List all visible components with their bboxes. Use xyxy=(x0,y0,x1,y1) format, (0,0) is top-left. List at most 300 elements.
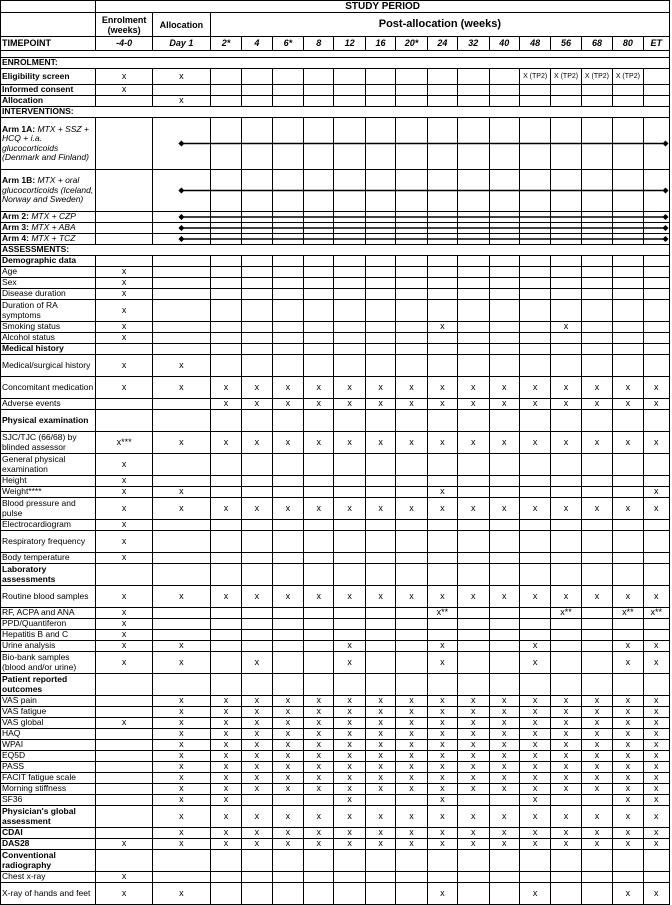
mark-cell-14 xyxy=(581,289,612,300)
mark-cell-7 xyxy=(365,212,395,223)
mark-cell-1 xyxy=(153,85,211,96)
mark-cell-7: x xyxy=(365,762,395,773)
mark-cell-6: x xyxy=(334,806,365,828)
mark-cell-10 xyxy=(458,118,489,170)
mark-cell-11: x xyxy=(489,806,519,828)
mark-cell-2: x xyxy=(210,806,241,828)
mark-cell-6 xyxy=(334,608,365,619)
row-gap-0 xyxy=(1,51,670,58)
mark-cell-6: x xyxy=(334,641,365,652)
mark-cell-10 xyxy=(458,531,489,553)
mark-cell-9 xyxy=(427,872,457,883)
timepoint-1: Day 1 xyxy=(153,37,211,51)
mark-cell-10: x xyxy=(458,399,489,410)
mark-cell-0: x xyxy=(96,333,153,344)
mark-cell-14 xyxy=(581,85,612,96)
mark-cell-16: x xyxy=(643,707,669,718)
mark-cell-9 xyxy=(427,531,457,553)
mark-cell-3: x xyxy=(242,740,272,751)
mark-cell-1: x xyxy=(153,707,211,718)
mark-cell-16 xyxy=(643,322,669,333)
mark-cell-16: x xyxy=(643,399,669,410)
mark-cell-0 xyxy=(96,212,153,223)
mark-cell-11 xyxy=(489,850,519,872)
mark-cell-7 xyxy=(365,289,395,300)
mark-cell-12 xyxy=(519,289,550,300)
mark-cell-14 xyxy=(581,234,612,245)
timepoint-0: -4-0 xyxy=(96,37,153,51)
mark-cell-14 xyxy=(581,553,612,564)
mark-cell-6: x xyxy=(334,751,365,762)
mark-cell-10: x xyxy=(458,806,489,828)
mark-cell-5 xyxy=(304,289,334,300)
row-label: HAQ xyxy=(1,729,96,740)
mark-cell-4: x xyxy=(272,399,303,410)
mark-cell-9 xyxy=(427,476,457,487)
mark-cell-12: x xyxy=(519,399,550,410)
row-label: Body temperature xyxy=(1,553,96,564)
mark-cell-6 xyxy=(334,630,365,641)
mark-cell-8 xyxy=(396,69,427,85)
row-row-38 xyxy=(1,652,670,674)
mark-cell-16: x xyxy=(643,487,669,498)
mark-cell-12 xyxy=(519,267,550,278)
mark-cell-8: x xyxy=(396,586,427,608)
row-label: SJC/TJC (66/68) by blinded assessor xyxy=(1,432,96,454)
mark-cell-6: x xyxy=(334,828,365,839)
mark-cell-5 xyxy=(304,454,334,476)
mark-cell-14 xyxy=(581,564,612,586)
mark-cell-6: x xyxy=(334,399,365,410)
row-arm-6 xyxy=(1,118,670,170)
mark-cell-11: x xyxy=(489,839,519,850)
mark-cell-3: x xyxy=(242,432,272,454)
mark-cell-11: x xyxy=(489,729,519,740)
mark-cell-0: x xyxy=(96,476,153,487)
mark-cell-14: x xyxy=(581,740,612,751)
mark-cell-10: x xyxy=(458,377,489,399)
mark-cell-8 xyxy=(396,630,427,641)
mark-cell-11: x xyxy=(489,399,519,410)
mark-cell-4 xyxy=(272,883,303,905)
mark-cell-15: x xyxy=(613,729,643,740)
mark-cell-15 xyxy=(613,564,643,586)
mark-cell-6: x xyxy=(334,696,365,707)
mark-cell-3 xyxy=(242,454,272,476)
row-row-22 xyxy=(1,399,670,410)
mark-cell-2: x xyxy=(210,707,241,718)
mark-cell-7 xyxy=(365,96,395,107)
mark-cell-13: x xyxy=(551,322,581,333)
mark-cell-13 xyxy=(551,212,581,223)
mark-cell-6: x xyxy=(334,432,365,454)
mark-cell-2 xyxy=(210,641,241,652)
mark-cell-1 xyxy=(153,118,211,170)
mark-cell-5 xyxy=(304,170,334,212)
mark-cell-15 xyxy=(613,872,643,883)
mark-cell-8: x xyxy=(396,377,427,399)
row-row-16 xyxy=(1,300,670,322)
mark-cell-5 xyxy=(304,564,334,586)
mark-cell-7 xyxy=(365,641,395,652)
mark-cell-14 xyxy=(581,410,612,432)
mark-cell-8 xyxy=(396,344,427,355)
mark-cell-1 xyxy=(153,399,211,410)
row-row-48 xyxy=(1,784,670,795)
mark-cell-11: x xyxy=(489,432,519,454)
mark-cell-12 xyxy=(519,476,550,487)
mark-cell-13: x xyxy=(551,399,581,410)
mark-cell-10 xyxy=(458,410,489,432)
mark-cell-5 xyxy=(304,553,334,564)
mark-cell-0: x xyxy=(96,630,153,641)
mark-cell-7: x xyxy=(365,806,395,828)
mark-cell-13: x xyxy=(551,828,581,839)
row-label: Blood pressure and pulse xyxy=(1,498,96,520)
mark-cell-14: x xyxy=(581,784,612,795)
mark-cell-4 xyxy=(272,619,303,630)
mark-cell-2 xyxy=(210,234,241,245)
mark-cell-14 xyxy=(581,476,612,487)
row-row-18 xyxy=(1,333,670,344)
mark-cell-9: x xyxy=(427,432,457,454)
row-sub-53 xyxy=(1,850,670,872)
mark-cell-4 xyxy=(272,531,303,553)
mark-cell-13 xyxy=(551,883,581,905)
mark-cell-14 xyxy=(581,619,612,630)
mark-cell-16 xyxy=(643,289,669,300)
mark-cell-8 xyxy=(396,223,427,234)
mark-cell-8 xyxy=(396,883,427,905)
row-row-55 xyxy=(1,883,670,905)
mark-cell-14: x xyxy=(581,751,612,762)
mark-cell-11 xyxy=(489,564,519,586)
mark-cell-15: x xyxy=(613,641,643,652)
mark-cell-15 xyxy=(613,674,643,696)
row-sub-32 xyxy=(1,564,670,586)
mark-cell-8: x xyxy=(396,773,427,784)
mark-cell-10 xyxy=(458,289,489,300)
mark-cell-0 xyxy=(96,696,153,707)
mark-cell-10 xyxy=(458,170,489,212)
mark-cell-2: x xyxy=(210,773,241,784)
timepoint-3: 4 xyxy=(242,37,272,51)
mark-cell-6: x xyxy=(334,707,365,718)
row-sub-3 xyxy=(1,85,670,96)
mark-cell-16 xyxy=(643,234,669,245)
mark-cell-6: x xyxy=(334,773,365,784)
mark-cell-15 xyxy=(613,212,643,223)
mark-cell-13 xyxy=(551,674,581,696)
mark-cell-13 xyxy=(551,520,581,531)
mark-cell-7 xyxy=(365,531,395,553)
mark-cell-13 xyxy=(551,630,581,641)
row-sub-52 xyxy=(1,839,670,850)
mark-cell-5 xyxy=(304,278,334,289)
gap-cell xyxy=(1,51,670,58)
mark-cell-15: x xyxy=(613,586,643,608)
mark-cell-13 xyxy=(551,96,581,107)
mark-cell-15 xyxy=(613,96,643,107)
mark-cell-11 xyxy=(489,487,519,498)
mark-cell-5: x xyxy=(304,718,334,729)
mark-cell-13: x xyxy=(551,773,581,784)
mark-cell-4 xyxy=(272,641,303,652)
mark-cell-11 xyxy=(489,872,519,883)
mark-cell-11 xyxy=(489,883,519,905)
mark-cell-8: x xyxy=(396,707,427,718)
mark-cell-5: x xyxy=(304,762,334,773)
mark-cell-9 xyxy=(427,300,457,322)
mark-cell-9: x xyxy=(427,641,457,652)
mark-cell-5 xyxy=(304,300,334,322)
mark-cell-7 xyxy=(365,69,395,85)
mark-cell-8 xyxy=(396,267,427,278)
mark-cell-13: x** xyxy=(551,608,581,619)
mark-cell-3: x xyxy=(242,707,272,718)
mark-cell-4 xyxy=(272,344,303,355)
mark-cell-15 xyxy=(613,850,643,872)
row-label: Adverse events xyxy=(1,399,96,410)
mark-cell-2: x xyxy=(210,784,241,795)
mark-cell-4: x xyxy=(272,729,303,740)
mark-cell-4 xyxy=(272,652,303,674)
mark-cell-15: x xyxy=(613,806,643,828)
mark-cell-12 xyxy=(519,344,550,355)
mark-cell-1: x xyxy=(153,773,211,784)
mark-cell-8: x xyxy=(396,751,427,762)
mark-cell-4 xyxy=(272,322,303,333)
mark-cell-0 xyxy=(96,410,153,432)
mark-cell-6: x xyxy=(334,652,365,674)
row-label: Concomitant medication xyxy=(1,377,96,399)
mark-cell-14: x xyxy=(581,839,612,850)
mark-cell-15: x xyxy=(613,399,643,410)
mark-cell-11: x xyxy=(489,498,519,520)
row-row-17 xyxy=(1,322,670,333)
mark-cell-15 xyxy=(613,333,643,344)
mark-cell-13 xyxy=(551,454,581,476)
mark-cell-7 xyxy=(365,872,395,883)
mark-cell-11 xyxy=(489,619,519,630)
mark-cell-11 xyxy=(489,289,519,300)
mark-cell-9: x xyxy=(427,498,457,520)
mark-cell-10 xyxy=(458,520,489,531)
mark-cell-12: x xyxy=(519,432,550,454)
mark-cell-11 xyxy=(489,476,519,487)
mark-cell-9: x xyxy=(427,740,457,751)
mark-cell-6 xyxy=(334,300,365,322)
mark-cell-9 xyxy=(427,850,457,872)
allocation-header: Allocation xyxy=(153,13,211,37)
row-label: VAS pain xyxy=(1,696,96,707)
mark-cell-15 xyxy=(613,344,643,355)
mark-cell-1 xyxy=(153,872,211,883)
mark-cell-11 xyxy=(489,608,519,619)
mark-cell-1: x xyxy=(153,487,211,498)
mark-cell-2 xyxy=(210,223,241,234)
mark-cell-4 xyxy=(272,223,303,234)
mark-cell-8 xyxy=(396,118,427,170)
mark-cell-12 xyxy=(519,872,550,883)
row-label: Urine analysis xyxy=(1,641,96,652)
mark-cell-15 xyxy=(613,454,643,476)
mark-cell-2 xyxy=(210,289,241,300)
mark-cell-9 xyxy=(427,223,457,234)
mark-cell-11: x xyxy=(489,740,519,751)
mark-cell-10 xyxy=(458,69,489,85)
mark-cell-6 xyxy=(334,85,365,96)
mark-cell-15 xyxy=(613,118,643,170)
mark-cell-0: x xyxy=(96,586,153,608)
mark-cell-15: x** xyxy=(613,608,643,619)
mark-cell-5: x xyxy=(304,773,334,784)
row-label: Alcohol status xyxy=(1,333,96,344)
mark-cell-2 xyxy=(210,278,241,289)
mark-cell-5 xyxy=(304,476,334,487)
mark-cell-15 xyxy=(613,322,643,333)
row-label: Demographic data xyxy=(1,256,96,267)
arm-name: Arm 1B: xyxy=(2,175,36,186)
mark-cell-4 xyxy=(272,410,303,432)
mark-cell-9: x xyxy=(427,729,457,740)
timepoint-4: 6* xyxy=(272,37,303,51)
mark-cell-12 xyxy=(519,118,550,170)
mark-cell-0 xyxy=(96,773,153,784)
mark-cell-7 xyxy=(365,344,395,355)
mark-cell-15: x xyxy=(613,696,643,707)
mark-cell-12 xyxy=(519,564,550,586)
mark-cell-12 xyxy=(519,278,550,289)
mark-cell-15 xyxy=(613,278,643,289)
row-label: Medical/surgical history xyxy=(1,355,96,377)
mark-cell-8: x xyxy=(396,432,427,454)
mark-cell-15 xyxy=(613,267,643,278)
mark-cell-11 xyxy=(489,212,519,223)
mark-cell-6: x xyxy=(334,762,365,773)
mark-cell-11 xyxy=(489,553,519,564)
arm-treatment: MTX + CZP xyxy=(31,211,76,222)
timepoint-11: 40 xyxy=(489,37,519,51)
mark-cell-14 xyxy=(581,674,612,696)
mark-cell-8 xyxy=(396,212,427,223)
mark-cell-3 xyxy=(242,641,272,652)
mark-cell-2 xyxy=(210,564,241,586)
mark-cell-6 xyxy=(334,564,365,586)
mark-cell-5 xyxy=(304,322,334,333)
mark-cell-0 xyxy=(96,762,153,773)
mark-cell-12 xyxy=(519,520,550,531)
mark-cell-3: x xyxy=(242,729,272,740)
mark-cell-4 xyxy=(272,476,303,487)
row-row-47 xyxy=(1,773,670,784)
mark-cell-16 xyxy=(643,850,669,872)
mark-cell-14 xyxy=(581,300,612,322)
mark-cell-12 xyxy=(519,212,550,223)
mark-cell-9: x xyxy=(427,322,457,333)
mark-cell-0 xyxy=(96,795,153,806)
mark-cell-4 xyxy=(272,850,303,872)
mark-cell-2 xyxy=(210,553,241,564)
row-label: WPAI xyxy=(1,740,96,751)
mark-cell-14 xyxy=(581,520,612,531)
mark-cell-7: x xyxy=(365,498,395,520)
mark-cell-1 xyxy=(153,410,211,432)
mark-cell-7 xyxy=(365,883,395,905)
mark-cell-12: x xyxy=(519,751,550,762)
mark-cell-14 xyxy=(581,531,612,553)
row-label: Routine blood samples xyxy=(1,586,96,608)
mark-cell-0: x xyxy=(96,85,153,96)
mark-cell-0 xyxy=(96,96,153,107)
mark-cell-0: x xyxy=(96,652,153,674)
mark-cell-0 xyxy=(96,256,153,267)
mark-cell-5 xyxy=(304,267,334,278)
mark-cell-9: x xyxy=(427,762,457,773)
mark-cell-10: x xyxy=(458,498,489,520)
mark-cell-15: x xyxy=(613,740,643,751)
row-row-46 xyxy=(1,762,670,773)
mark-cell-1 xyxy=(153,564,211,586)
mark-cell-2: x xyxy=(210,718,241,729)
mark-cell-6 xyxy=(334,344,365,355)
row-arm-9 xyxy=(1,223,670,234)
mark-cell-10: x xyxy=(458,751,489,762)
timepoint-5: 8 xyxy=(304,37,334,51)
mark-cell-0 xyxy=(96,828,153,839)
row-row-37 xyxy=(1,641,670,652)
mark-cell-14: X (TP2) xyxy=(581,69,612,85)
mark-cell-1 xyxy=(153,553,211,564)
mark-cell-14 xyxy=(581,630,612,641)
mark-cell-13: x xyxy=(551,762,581,773)
mark-cell-15 xyxy=(613,300,643,322)
mark-cell-11 xyxy=(489,630,519,641)
mark-cell-14 xyxy=(581,355,612,377)
mark-cell-5: x xyxy=(304,399,334,410)
mark-cell-8 xyxy=(396,454,427,476)
row-label: Allocation xyxy=(1,96,96,107)
row-label: Disease duration xyxy=(1,289,96,300)
mark-cell-2: x xyxy=(210,432,241,454)
timepoint-2: 2* xyxy=(210,37,241,51)
mark-cell-3 xyxy=(242,520,272,531)
mark-cell-13 xyxy=(551,234,581,245)
mark-cell-5: x xyxy=(304,828,334,839)
mark-cell-16 xyxy=(643,69,669,85)
mark-cell-16: x xyxy=(643,718,669,729)
mark-cell-6 xyxy=(334,531,365,553)
timepoint-12: 48 xyxy=(519,37,550,51)
mark-cell-5 xyxy=(304,674,334,696)
row-sub-19 xyxy=(1,344,670,355)
mark-cell-7 xyxy=(365,553,395,564)
mark-cell-1: x xyxy=(153,883,211,905)
mark-cell-2 xyxy=(210,652,241,674)
mark-cell-4: x xyxy=(272,718,303,729)
mark-cell-11 xyxy=(489,795,519,806)
mark-cell-7: x xyxy=(365,432,395,454)
mark-cell-14: x xyxy=(581,707,612,718)
mark-cell-10 xyxy=(458,674,489,696)
mark-cell-11 xyxy=(489,256,519,267)
mark-cell-10 xyxy=(458,300,489,322)
mark-cell-3: x xyxy=(242,718,272,729)
mark-cell-1 xyxy=(153,300,211,322)
enrolment-header: Enrolment (weeks) xyxy=(96,13,153,37)
row-label: Electrocardiogram xyxy=(1,520,96,531)
mark-cell-9 xyxy=(427,278,457,289)
